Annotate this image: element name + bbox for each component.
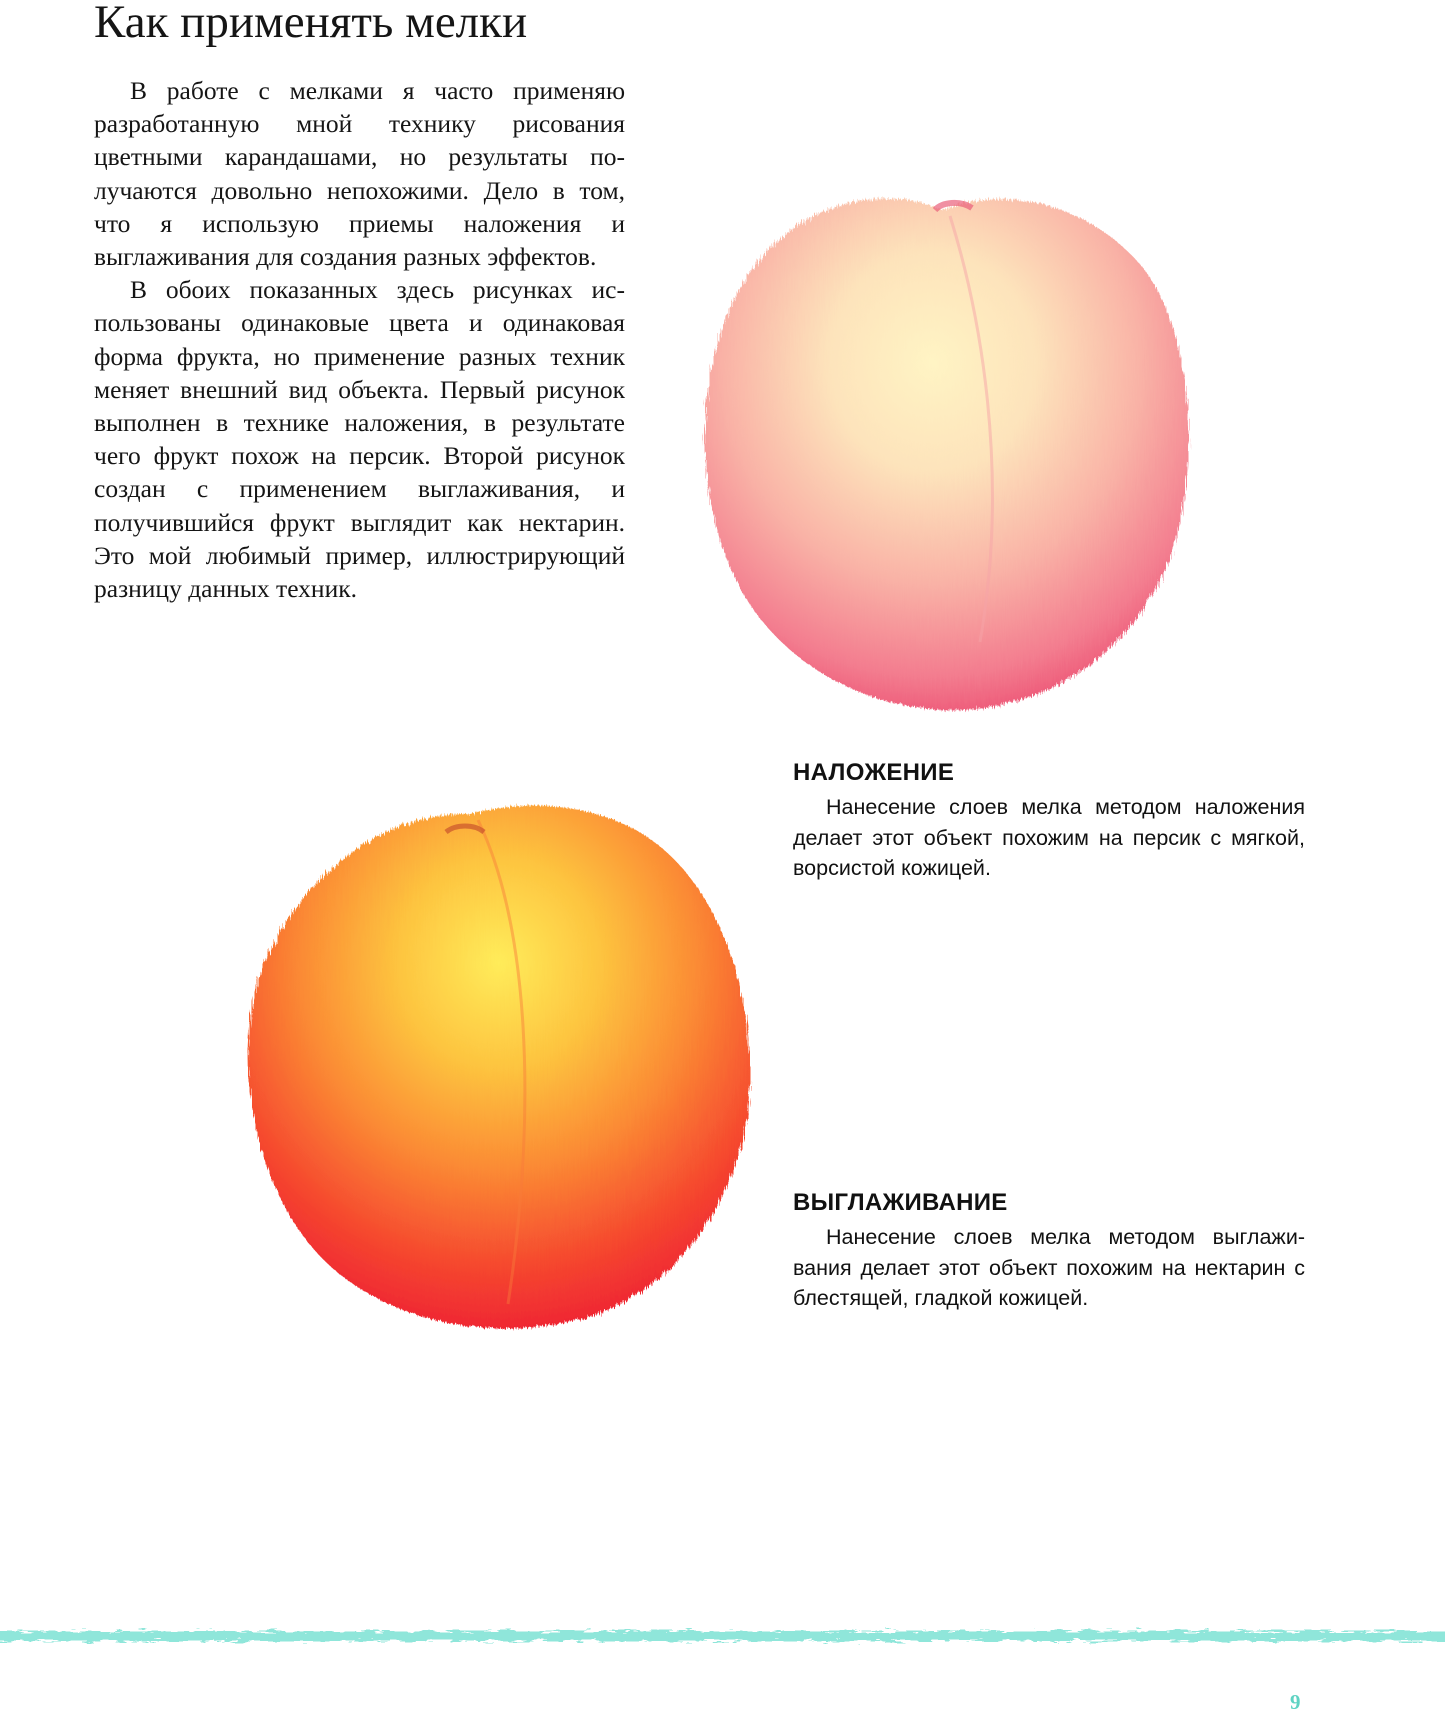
- border-shape: [0, 1622, 1445, 1650]
- decorative-border: [0, 1622, 1445, 1650]
- body-text: [94, 74, 625, 605]
- body-paragraph: В обоих показанных здесь рисунках использованы одинаковые цвета и одинаковая форма фрукта, но применение разных техник меняет внешний вид объекта. Первый рисунок выполнен в технике наложения, в результате чего фрукт похож на персик. Второй рисунок создан с применением выглаживания, и получившийся фрукт выглядит как нектарин. Это мой любимый пример, иллюстрирующий разницу данных техник.: [94, 275, 625, 604]
- caption-text: Нанесение слоев мелка методом наложения делает этот объект похожим на персик с мягкой, ворсистой кожицей.: [793, 795, 1305, 880]
- page-number: 9: [1290, 1690, 1301, 1714]
- caption-layering: [793, 758, 1305, 884]
- page-title: Как применять мелки: [94, 0, 528, 48]
- caption-text: Нанесение слоев мелка методом выглаживания делает этот объект похожим на нектарин с блестящей, гладкой кожицей.: [793, 1225, 1305, 1310]
- peach-drawing: [680, 172, 1210, 722]
- caption-title: НАЛОЖЕНИЕ: [793, 759, 955, 786]
- nectarine-drawing: [238, 784, 768, 1349]
- caption-burnishing: [793, 1188, 1305, 1314]
- peach-illustration: [680, 172, 1210, 722]
- body-paragraph: В работе с мелками я часто применяю разработанную мной технику рисования цветными карандашами, но результаты получаются довольно непохожими. Дело в том, что я использую приемы наложения и выглаживания для создания разных эффектов.: [94, 76, 625, 272]
- caption-title: ВЫГЛАЖИВАНИЕ: [793, 1189, 1008, 1216]
- nectarine-illustration: [238, 784, 768, 1349]
